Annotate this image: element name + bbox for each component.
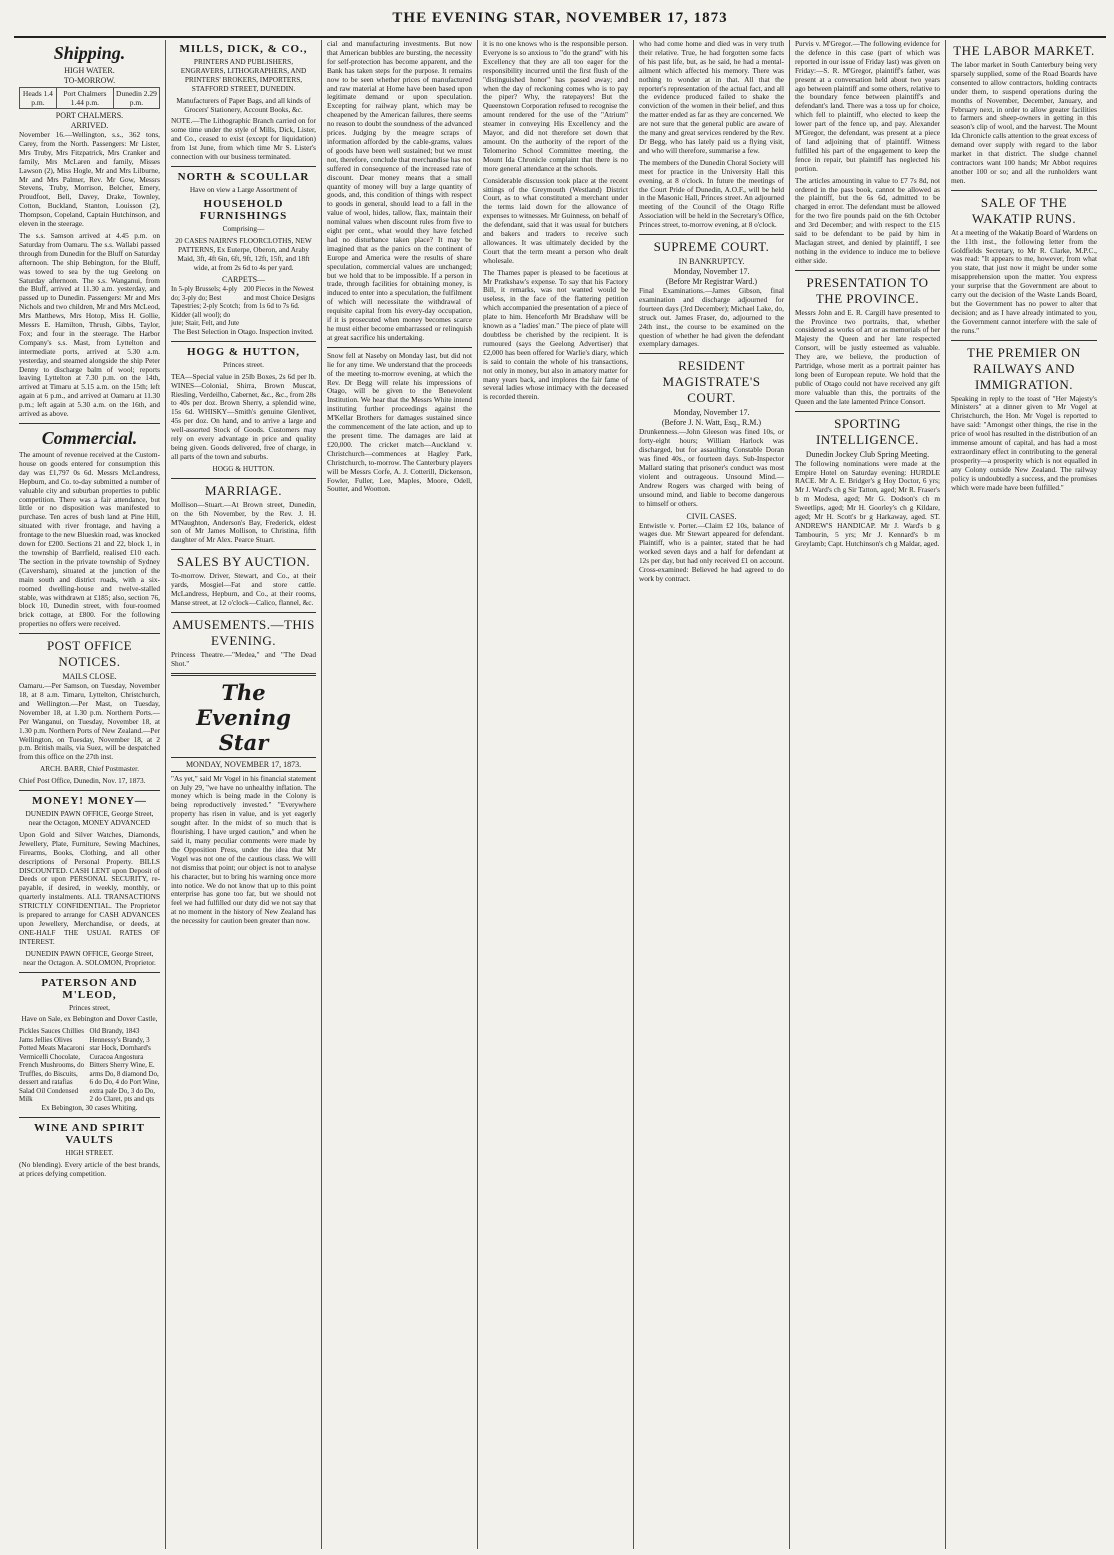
dateline: MONDAY, NOVEMBER 17, 1873.	[171, 757, 316, 772]
rm-text: Drunkenness.—John Gleeson was fined 10s, or forty-eight hours; William Harlock was discharged, but for assaulting Constable Doran was fined 40s., or fourteen days. Sub-Inspector Mallard stating that prisoner's conduct was most violent and outrageous. Unsound Mind.—Andrew Rogers was charged with being of unsound mind, and liable to become dangerous to himself or others.	[639, 427, 784, 508]
sporting-heading: SPORTING INTELLIGENCE.	[816, 415, 919, 447]
hogg-ad-title: HOGG & HUTTON,	[186, 345, 301, 358]
divider	[19, 790, 160, 791]
presentation-heading: PRESENTATION TO THE PROVINCE.	[806, 274, 929, 306]
divider	[19, 423, 160, 424]
columns	[14, 40, 1106, 1549]
sporting-sub: Dunedin Jockey Club Spring Meeting.	[805, 449, 930, 459]
mills-ad-sub: PRINTERS AND PUBLISHERS, ENGRAVERS, LITHOGRAPHERS, AND PRINTERS' BROKERS, IMPORTERS, STAFFORD STREET, DUNEDIN.	[180, 57, 307, 93]
masthead: THE EVENING STAR, NOVEMBER 17, 1873	[14, 10, 1106, 38]
divider	[19, 1117, 160, 1118]
divider	[171, 478, 316, 479]
hogg-ad-text: TEA—Special value in 25lb Boxes, 2s 6d per lb. WINES—Colonial, Shirra, Brown Muscat, Riesling, Verdeilho, Cabernet, &c., &c., from 28s to 40s per doz. Brown Sherry, a splendid wine, 15s 6d. WHISKY—Smith's genuine Glenlivet, 45s per doz. On hand, and to arrive a large and well-assorted Stock of Goods. Customers may rely on every advantage in price and quality being given. Goods delivered, free of charge, in all parts of the town and suburbs.	[171, 371, 316, 461]
wine-ad-text: (No blending). Every article of the best brands, at prices defying competition.	[19, 1159, 160, 1178]
arrived-label: ARRIVED.	[70, 121, 109, 130]
household-text: 20 CASES NAIRN'S FLOORCLOTHS, NEW PATTERNS, Ex Euterpe, Oberon, and Araby Maid, 3ft, 4ft 6in, 6ft, 9ft, 12ft, 15ft, and 18ft wide, at from 2s 6d to 4s per yard.	[175, 235, 312, 272]
paterson-list-left: Pickles Sauces Chillies Jams Jellies Olives Potted Meats Macaroni Vermicelli Chocolate, French Mushrooms, do Truffles, do Biscuits, dessert and ratafias Salad Oil Condensed Milk	[19, 1027, 85, 1104]
civil-cases-label: CIVIL CASES.	[686, 511, 737, 521]
carpets-label: CARPETS—	[221, 275, 266, 285]
household-sub: Comprising—	[222, 223, 265, 233]
column-1	[14, 40, 166, 1549]
supreme-court-heading: SUPREME COURT.	[653, 239, 770, 255]
arrivals-text: November 16.—Wellington, s.s., 362 tons, Carey, from the North. Passengers: Mr Lister, Mrs Truby, Mrs Fitzpatrick, Mrs Cranker and family, Mrs McLaren and family, Misses Lawson (2), Miss Hogle, Mr and Mrs Lilburne, Mr and Mrs Palmer, Rev. Mr Gow, Messrs Stevens, Truby, Morrison, Belcher, Emery, Proudfoot, Bell, Davey, Drake, Townley, Cotton, Buckland, Stanton, Louisson (2), Thompson, Copeland, Captain Hutchinson, and eleven in the steerage.	[19, 130, 160, 229]
editorial-continued: cial and manufacturing investments. But now that American bubbles are bursting, the necessity for self-protection has become apparent, and the Bank has taken steps for the purpose. It remains now to be seen whether prices of manufactured and raw material at Home have been based upon legitimate demand or upon speculation. Excepting for railway plant, which may be cheapened by the American failures, there seems no reason to doubt the soundness of the advanced prices. Judging by the meagre scraps of information afforded by the cable-grams, values of goods have been well sustained; but we must not, therefore, conclude that merchandise has not suffered in consequence of the increased rate of discount. Dear money means that a small quantity of money will buy a large quantity of goods, and, this condition of things with respect to goods in general, should lead to a fall in the value of wool, hides, tallow, flax, maintain their nominal values when discount rules from five to eight per cent., what would they have fetched had no disturbance taken place? It may be imagined that as the panics on the continent of Europe and America were the results of share speculation, commercial values are unchanged; but we hold that to be impossible. If a person in trade, through facilities for obtaining money, is induced to enter into a speculation, the fulfilment of which will necessitate the withdrawal of requisite capital from his every-day occupation, if it is prosecuted when money becomes scarce he must either become embarrassed or relinquish at great sacrifice his undertaking.	[327, 40, 472, 342]
north-ad-title: NORTH & SCOULLAR	[177, 170, 310, 183]
column-5-text: who had come home and died was in very truth their relative. True, he had forgotten some facts of his past life, but, as he said, he had a mental-ailment which affected his memory. There was nothing to wonder at in that. All that the reporter's representation of the actual fact, and all the evidence produced failed to shake the conviction of the women in their belief, and thus the matter ended as far as they are concerned. We are not sure that the general public are aware of the many and great services rendered by the Rev. Dr Begg, who has lately paid us a flying visit, and who will therefore, summarise a few.	[639, 40, 784, 155]
divider	[171, 673, 316, 676]
divider	[19, 633, 160, 634]
north-ad-sub: Have on view a Large Assortment of	[189, 184, 298, 194]
money-ad-text: Upon Gold and Silver Watches, Diamonds, Jewellery, Plate, Furniture, Sewing Machines, Firearms, Books, Clothing, and all other descriptions of Personal Property. BILLS DISCOUNTED. CASH LENT upon Deposit of Deeds or upon PERSONAL SECURITY, re-payable, if desired, in weekly, monthly, or quarterly instalments. ALL TRANSACTIONS STRICTLY CONFIDENTIAL. The Proprietor is prepared to arrange for CASH ADVANCES upon Jewellery, Merchandise, or deeds, at ONE-HALF THE USUAL RATES OF INTEREST.	[19, 829, 160, 946]
paterson-ad-footer: Ex Bebington, 30 cases Whiting.	[41, 1102, 138, 1112]
divider	[171, 549, 316, 550]
column-3	[322, 40, 478, 1549]
commercial-heading: Commercial.	[41, 428, 138, 448]
rm-judge: (Before J. N. Watt, Esq., R.M.)	[661, 418, 762, 428]
carpets-note: 200 Pieces in the Newest and most Choice Designs from 1s 6d to 7s 6d.	[243, 285, 315, 311]
column-6-text-2: The articles amounting in value to £7 7s 8d, not ordered in the pass book, cannot be allowed as the plaintiff, but the 6s 6d, admitted to be charged in error. The defendant must be allowed for the two fire pounds paid on the 6th October and 3rd December; and with respect to the £15 said to be defendant to be paid by him in Maclagan street, and denied by plaintiff, I see nothing in the evidence to induce me to believe either side.	[795, 175, 940, 265]
divider	[19, 972, 160, 973]
amusements-heading: AMUSEMENTS.—THIS EVENING.	[172, 616, 315, 648]
bankruptcy-label: IN BANKRUPTCY.	[678, 257, 745, 267]
labor-market-text: The labor market in South Canterbury being very sparsely supplied, some of the Road Boards have consented to allow contractors, holding contracts under them, to suspend operations during the months of November, December, January, and February next, in order to allow greater facilities to farmers and sheep-owners in getting in this season's clip of wool, and the harvest. The Mount Ida Chronicle calls attention to the great excess of demand over supply with regard to the labor market in that district. The sludge channel contractors want 100 hands; Mr Abbot requires another 100 or so; and all the runholders want men.	[951, 60, 1097, 185]
column-7	[946, 40, 1102, 1549]
carpets-items: In 5-ply Brussels; 4-ply do; 3-ply do; Best Tapestries; 2-ply Scotch; Kidder (all wool); do jute; Stair, Felt, and Jute	[171, 285, 241, 328]
paterson-ad-title: PATERSON AND M'LEOD,	[41, 976, 138, 1001]
column-6	[790, 40, 946, 1549]
hogg-ad-sub: Princes street.	[223, 359, 264, 369]
column-4-text: it is no one knows who is the responsible person. Everyone is so anxious to "do the grand" with his Excellency that they are all too eager for the responsibility incurred until the first flush of the "distinguished honor" has passed away; and when the day of reckoning comes who is to pay the piper? Why, the ratepayers! But the Queenstown Corporation refused to recognise the amount rendered for the use of the "Atrium" steamer in conveying His Excellency and the Mayor, and did not therefore set down that amount. On the authority of the report of the Telomerino School Committee meeting, the Mount Ida Chronicle complaint that there is no more general attendance at the schools.	[483, 40, 628, 173]
labor-market-heading: THE LABOR MARKET.	[953, 43, 1095, 58]
paterson-ad-list	[19, 1027, 160, 1104]
editorial-text: "As yet," said Mr Vogel in his financial statement on July 29, "we have no unhealthy inflation. The money which is being made in the Colony is being reproductively invested." "Everywhere property has risen in value, and is yet eagerly sought after. In the midst of so much that is flourishing, I have urged caution," and when he said it, many peculiar comments were made by the Opposition Press, under the idea that Mr Vogel was not one of the cautious class. We will not dismiss that point; our object is not to analyse his character, but to bring his warning once more into notice. We do not know that up to this point enterprise has gone too far, but we should not feel we had fulfilled our duty did we not say that at no moment in the history of New Zealand has the necessity for caution been greater than now.	[171, 773, 316, 926]
sailings-text: The s.s. Samson arrived at 4.45 p.m. on Saturday from Oamaru. The s.s. Wallabi passed through from Dunedin for the Bluff on Saturday afternoon. The ship Bebington, for the Bluff, was towed to sea by the tug Geelong on Saturday afternoon. The s.s. Wanganui, from the Bluff, arrived at 11.30 a.m. yesterday, and passed up to Dunedin. Passengers: Mr and Mrs Nichols and two children, Mr and Mrs McLeod, Mrs Matthews, Mrs Hotop, Miss H. Gollie, Messrs E. Hamilton, Thrush, Gibbs, Taylor, Fox; and four in the steerage. The Harbor Company's s.s. Mast, from Lyttelton and intermediate ports, arrived at 5.30 a.m. yesterday, and steamed alongside the ship Peter Denny to discharge balm of wool; reports leaving Lyttelton at 7.30 p.m. on the 14th, arrived at Timaru at 5.15 a.m. on the 15th; left again at 6 p.m., and arrived at Oamaru at 11.30 p.m.; left again at 5.30 a.m. on the 16th, and arrived as above.	[19, 230, 160, 419]
commercial-text: The amount of revenue received at the Custom-house on goods entered for consumption this day was £1,797 0s 6d. Messrs McLandress, Hepburn, and Co. to-day submitted a number of valuable city and suburban properties to public competition. There was a fair attendance, but little or no disposition was manifested to purchase. Ten acres of bush land at Pine Hill, situated with river frontage, and having a frontage to the new Blueskin road, was knocked down for £200. Sections 21 and 22, block 1, in the township of Barrfield, realised £10 each. The section in the private township of Sydney (Caversham), situated at the junction of the main south and district roads, with a six-roomed dwelling-house and twelve-stalled stable, was withdrawn at £185; also, section 76, block 10, Dunedin street, with four-roomed brick cottage, at £800. For the following properties no offers were received.	[19, 450, 160, 629]
money-ad-title: MONEY! MONEY—	[32, 795, 147, 808]
tide-port-chalmers: Port Chalmers 1.44 p.m.	[56, 88, 113, 109]
paterson-ad-text: Have on Sale, ex Bebington and Dover Castle,	[21, 1014, 158, 1024]
bankruptcy-judge: (Before Mr Registrar Ward.)	[665, 277, 758, 287]
civil-cases-text: Entwistle v. Porter.—Claim £2 10s, balance of wages due. Mr Stewart appeared for defendant. Plaintiff, who is a painter, stated that he had worked seven days and a half for defendant at 12s per day, but had only received £1 on account. Cross-examined: Believed he had agreed to do work by contract.	[639, 520, 784, 583]
divider	[795, 270, 940, 271]
column-4	[478, 40, 634, 1549]
marriage-heading: MARRIAGE.	[204, 482, 283, 498]
column-6-text: Purvis v. M'Gregor.—The following evidence for the defence in this case (part of which was reported in our issue of Friday last) was given on Friday:—S. R. M'Gregor, plaintiff's father, was present at a conversation held about two years ago between plaintiff and some others, relative to the boundary fence between plaintiff's and defendant's land. There was a toss up for choice, which fell to plaintiff, who elected to keep the lower part of the fence up, and pay. Alexander M'Gregor, the defendant, was present at a piece of land adjoining that of plaintiff. Witness fulfilled his part of the engagement to keep the fence in repair, but plaintiff has neglected his portion.	[795, 40, 940, 173]
column-2	[166, 40, 322, 1549]
wakatip-text: At a meeting of the Wakatip Board of Wardens on the 11th inst., the following letter from the Goldfields Secretary, to Mr R. Clarke, M.P.C., was read: "It appears to me, however, from what you state, that just now it might be under some misapprehension upon the matter. You express your surprise that the Government are about to carry out the decision of the Waste Lands Board, but the Government has no power to alter that decision; and as I have already intimated to you, the Government cannot interfere with the sale of the runs."	[951, 227, 1097, 335]
divider	[171, 341, 316, 342]
divider	[171, 166, 316, 167]
divider	[795, 411, 940, 412]
postmaster-signature: ARCH. BARR, Chief Postmaster.	[40, 764, 139, 774]
column-5-text-2: The members of the Dunedin Choral Society will meet for practice in the University Hall this evening, at 8 o'clock. In future the meetings of the Court Pride of Dunedin, A.O.F., will be held in the Masonic Hall, Princes street. An adjourned meeting of the Council of the Otago Rifle Association will be held in the Secretary's Office, Princes street, to-morrow evening, at 8 o'clock.	[639, 157, 784, 230]
sales-text: To-morrow. Driver, Stewart, and Co., at their yards, Mosgiel—Fat and store cattle. McLandress, Hepburn, and Co., at their rooms, Manse street, at 12 o'clock—Calico, flannel, &c.	[171, 571, 316, 607]
port-chalmers-label: PORT CHALMERS.	[55, 111, 124, 120]
divider	[171, 612, 316, 613]
paterson-ad-sub: Princes street,	[69, 1002, 110, 1012]
high-water-label: HIGH WATER.	[64, 66, 115, 75]
paterson-list-right: Old Brandy, 1843 Hennessy's Brandy, 3 star Hock, Dornhard's Curacoa Angostura Bitters Sherry Wine, E. arms Do, 8 diamond Do, 6 do Do, 4 do Port Wine, extra pale Do, 3 do Do, 2 do Claret, pts and qts	[89, 1027, 160, 1104]
hogg-ad-footer: HOGG & HUTTON.	[212, 463, 275, 473]
carpets-list	[171, 285, 316, 328]
column-4-text-2: Considerable discussion took place at the recent sittings of the Greymouth (Westland) District Court, as to what constituted a merchant under the terms laid down for the allowance of expenses to witnesses. Mr Guinness, on behalf of the defendant, said that it was usual for butchers and bakers and traders to receive such allowances. It was ultimately decided by the Court that the term meant a person who dealt wholesale.	[483, 175, 628, 265]
tide-dunedin: Dunedin 2.29 p.m.	[113, 88, 159, 109]
column-5	[634, 40, 790, 1549]
rm-date: Monday, November 17.	[673, 408, 750, 418]
divider	[951, 340, 1097, 341]
money-ad-sub: DUNEDIN PAWN OFFICE, George Street, near the Octagon, MONEY ADVANCED	[25, 809, 154, 827]
divider	[639, 353, 784, 354]
mails-close-label: MAILS CLOSE.	[62, 672, 117, 682]
mails-text: Oamaru.—Per Samson, on Tuesday, November 18, at 8 a.m. Timaru, Lyttelton, Christchurch, and Wellington.—Per Mast, on Tuesday, November 18, at 1.30 p.m. Northern Ports.—Per Wanganui, on Tuesday, November 18, at 1.30 p.m. Northern Ports of New Zealand.—Per Wellington, on Tuesday, November 18, at 2 p.m. British mails, via Suez, will be despatched from this office on the 27th inst.	[19, 681, 160, 762]
mills-ad-title: MILLS, DICK, & CO.,	[179, 43, 308, 55]
wakatip-heading: SALE OF THE WAKATIP RUNS.	[971, 194, 1077, 226]
presentation-text: Messrs John and E. R. Cargill have presented to the Province two portraits, that, whether considered as works of art or as memorials of her Majesty the Queen and her late respected Consort, will be justly esteemed as valuable. They are, we believe, the production of Partridge, whose merit as a portrait painter has long been of European repute. We hold that the public of Otago could not have received any gift more valuable than this, the portraits of the Queen and the late lamented Prince Consort.	[795, 307, 940, 406]
post-office-date: Chief Post Office, Dunedin, Nov. 17, 1873.	[19, 776, 146, 786]
post-office-heading: POST OFFICE NOTICES.	[46, 638, 133, 670]
sporting-text: The following nominations were made at the Empire Hotel on Saturday evening: HURDLE RACE. Mr A. E. Bridger's g Hoy Doctor, 6 yrs; Mr J. Ward's ch g Sir Tatton, aged; Mr R. Fraser's b m Modesa, aged; Mr G. Dodson's ch m Sweetlips, aged; Mr H. Goorley's ch g Kildare, aged; Mr H. Scott's br g Harkaway, aged. ST. ANDREW'S HANDICAP. Mr J. Ward's b g Tambourin, 5 yrs; Mr J. Kennard's b m Greylamb; Capt. Hutchinson's ch g Maldar, aged.	[795, 458, 940, 548]
marriage-text: Mollison—Stuart.—At Brown street, Dunedin, on the 6th November, by the Rev. J. H. M'Naughton, Anderson's Bay, Frederick, eldest son of Mr James Mollison, to Christina, fifth daughter of Mr Alex. Pearce Stuart.	[171, 499, 316, 545]
tide-table	[19, 87, 160, 109]
divider	[951, 190, 1097, 191]
tomorrow-label: TO-MORROW.	[63, 76, 116, 85]
tide-heads: Heads 1.4 p.m.	[20, 88, 57, 109]
bankruptcy-text: Final Examinations.—James Gibson, final examination and discharge adjourned for fourteen days (3rd December); Michael Lake, do, struck out. James Fraser, do, adjourned to the 24th inst., the course to be examined on the question of whether he had given the defendant exemplary damages.	[639, 286, 784, 349]
mills-ad-text: Manufacturers of Paper Bags, and all kinds of Grocers' Stationery, Account Books, &c.	[176, 95, 311, 114]
household-title: HOUSEHOLD FURNISHINGS	[199, 197, 288, 222]
money-ad-footer: DUNEDIN PAWN OFFICE, George Street, near the Octagon. A. SOLOMON, Proprietor.	[23, 948, 156, 967]
shipping-heading: Shipping.	[53, 43, 126, 63]
divider	[639, 234, 784, 235]
wine-ad-title: WINE AND SPIRIT VAULTS	[34, 1121, 145, 1146]
mills-ad-note: NOTE.—The Lithographic Branch carried on for some time under the style of Mills, Dick, Lister, and Co., ceased to exist (except for liquidation) from 1st June, from which time Mr S. Lister's connection with our business terminated.	[171, 116, 316, 162]
sales-heading: SALES BY AUCTION.	[176, 554, 311, 570]
carpets-footer: The Best Selection in Otago. Inspection invited.	[173, 326, 314, 336]
divider	[327, 347, 472, 348]
bankruptcy-date: Monday, November 17.	[673, 267, 750, 277]
resident-magistrate-heading: RESIDENT MAGISTRATE'S COURT.	[662, 358, 761, 406]
amusements-text: Princess Theatre.—"Medea," and "The Dead Shot."	[171, 649, 316, 668]
premier-heading: THE PREMIER ON RAILWAYS AND IMMIGRATION.	[967, 344, 1081, 392]
local-news: Snow fell at Naseby on Monday last, but did not lie for any time. We understand that the proceeds of the meeting to-morrow evening, at which the Rev. Dr Begg will relate his impressions of Otago, will be given to the Benevolent Institution. We hear that the Messrs White intend instituting further proceedings against the M'Kellar Brothers for damages sustained since the commencement of the late action, and up to the present time. The damages are laid at £20,000. The cricket match—Auckland v. Christchurch—commences at Hagley Park, Christchurch, to-morrow. The Canterbury players will be Messrs Corfe, A. J. Cotterill, Dickenson, Fowler, Fuller, Lee, Maples, Moore, Odell, Soutter, and Wootton.	[327, 350, 472, 494]
premier-text: Speaking in reply to the toast of "Her Majesty's Ministers" at a dinner given to Mr Vogel at Christchurch, the Hon. Mr Vogel is reported to have said: "Amongst other things, the rise in the price of wool has resulted in the distribution of an immense amount of capital, and has had a most extraordinary effect in contributing to the general prosperity—a prosperity which is not equalled in any Colony outside New Zealand. The railway policy is undoubtedly a success, and the promises which were made have been fulfilled."	[951, 393, 1097, 492]
nameplate: The Evening Star	[196, 679, 291, 755]
column-4-text-3: The Thames paper is pleased to be facetious at Mr Pratkshaw's expense. To say that his Factory Bill, it remarks, was not wanted would be useless, in the face of the flattering petition which accompanied the presentation of a piece of plate to him. Henceforth Mr Bradshaw will be known as a "ladies' man." The piece of plate will doubtless be cherished by the recipient. It is rumoured (says the Geelong Advertiser) that £2,000 has been offered for Warlie's diary, which is said to contain the whole of his transactions, not only in money, but also in amatory matter for many years back, and implores the fair fame of several ladies whose intimacy with the deceased is recorded therein.	[483, 267, 628, 402]
wine-ad-sub: HIGH STREET.	[65, 1147, 114, 1157]
